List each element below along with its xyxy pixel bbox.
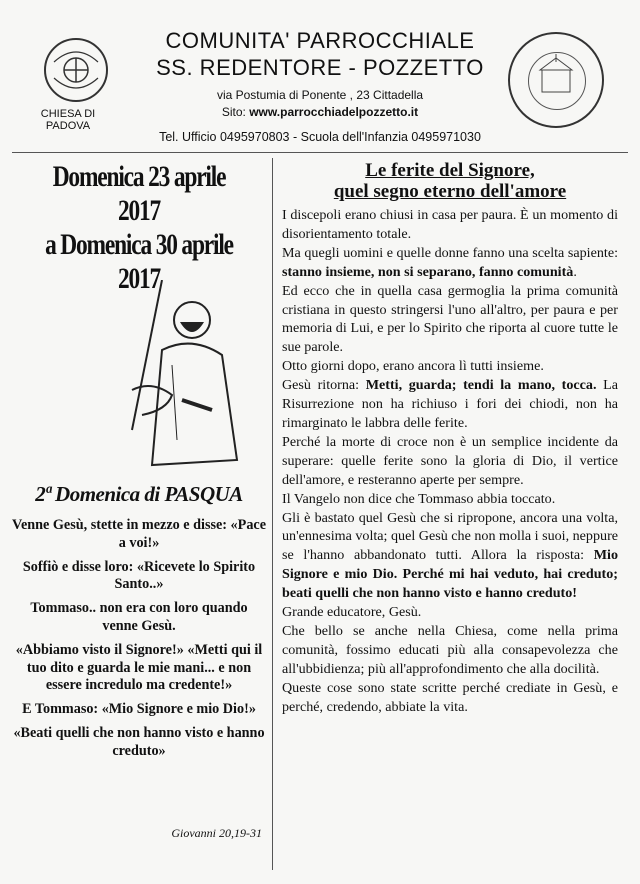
parish-site bbox=[110, 105, 530, 119]
jesus-illustration bbox=[72, 280, 252, 470]
gospel-reference: Giovanni 20,19-31 bbox=[171, 826, 262, 840]
column-divider bbox=[272, 158, 273, 870]
date-line1: Domenica 23 aprile 2017 bbox=[52, 160, 226, 227]
article-paragraph: Perché la morte di croce non è un semplice incidente da superare: quelle ferite sono la gloria di Dio, il vertice dell'amore, e resteranno aperte per sempre. bbox=[282, 433, 618, 488]
article-title bbox=[282, 160, 618, 202]
article-column bbox=[282, 160, 618, 716]
gospel-line: E Tommaso: «Mio Signore e mio Dio!» bbox=[22, 701, 256, 718]
article-paragraph: Che bello se anche nella Chiesa, come nella prima comunità, fossimo educati più alla consapevolezza che all'ubbidienza; più all'approfondimento che alla docilità. bbox=[282, 622, 618, 677]
gospel-line: Tommaso.. non era con loro quando venne Gesù. bbox=[30, 600, 248, 634]
article-paragraph: Ed ecco che in quella casa germoglia la prima comunità cristiana in questo stringersi l'uno all'altro, per paura e per memoria di Lui, e per lo Spirito che riporta al cuore tutte le sue parole. bbox=[282, 282, 618, 356]
sunday-title: 2ª Domenica di PASQUA bbox=[35, 482, 243, 506]
article-paragraph: I discepoli erano chiusi in casa per paura. È un momento di disorientamento totale. bbox=[282, 207, 618, 242]
parish-address: via Postumia di Ponente , 23 Cittadella bbox=[216, 88, 424, 102]
article-paragraph: Grande educatore, Gesù. bbox=[282, 604, 422, 621]
article-paragraph: Queste cose sono state scritte perché crediate in Gesù, e perché, credendo, abbiate la vita. bbox=[282, 679, 618, 715]
gospel-line: «Abbiamo visto il Signore!» «Metti qui il tuo dito e guarda le mie mani... e non essere incredulo ma credente!» bbox=[15, 641, 263, 694]
article-paragraph: Il Vangelo non dice che Tommaso abbia toccato. bbox=[282, 490, 556, 507]
week-dates bbox=[40, 160, 238, 296]
article-title-line2: quel segno eterno dell'amore bbox=[333, 181, 567, 202]
date-line2: a Domenica 30 aprile 2017 bbox=[45, 228, 233, 295]
article-body bbox=[282, 206, 618, 716]
parish-title-line1: COMUNITA' PARROCCHIALE bbox=[165, 28, 475, 53]
left-column bbox=[12, 160, 267, 840]
article-title-line1: Le ferite del Signore, bbox=[365, 160, 535, 181]
site-url-link[interactable]: www.parrocchiadelpozzetto.it bbox=[249, 105, 419, 119]
header-divider bbox=[12, 152, 628, 153]
parish-phones: Tel. Ufficio 0495970803 - Scuola dell'Infanzia 0495971030 bbox=[159, 130, 481, 144]
parish-title-line2: SS. REDENTORE - POZZETTO bbox=[156, 55, 484, 80]
gospel-line: «Beati quelli che non hanno visto e hanno creduto» bbox=[13, 724, 265, 759]
gospel-excerpt bbox=[12, 517, 266, 767]
article-paragraph: Ma quegli uomini e quelle donne fanno una scelta sapiente: stanno insieme, non si separano, fanno comunità. bbox=[282, 244, 618, 280]
logo-left-text: CHIESA DI PADOVA bbox=[40, 108, 96, 132]
article-paragraph: Gli è bastato quel Gesù che si ripropone, ancora una volta, un'ennesima volta; quel Gesù che non molla i suoi, neppure se l'hanno abbandonato tutti. Allora la risposta: Mio Signore e mio Dio. Perché mi hai veduto, hai creduto; beati quelli che non hanno visto e hanno creduto! bbox=[282, 509, 619, 602]
gospel-line: Venne Gesù, stette in mezzo e disse: «Pace a voi!» bbox=[12, 517, 267, 551]
article-paragraph: Otto giorni dopo, erano ancora lì tutti insieme. bbox=[282, 358, 544, 375]
site-label: Sito: bbox=[221, 105, 246, 119]
gospel-line: Soffiò e disse loro: «Ricevete lo Spirito Santo..» bbox=[22, 558, 256, 593]
parish-seal-stamp bbox=[508, 32, 604, 128]
chiesa-di-padova-logo bbox=[44, 38, 108, 102]
page-header bbox=[0, 0, 640, 150]
article-paragraph: Gesù ritorna: Metti, guarda; tendi la mano, tocca. La Risurrezione non ha richiuso i fori dei chiodi, non ha rimarginato le labbra delle ferite. bbox=[282, 377, 618, 431]
